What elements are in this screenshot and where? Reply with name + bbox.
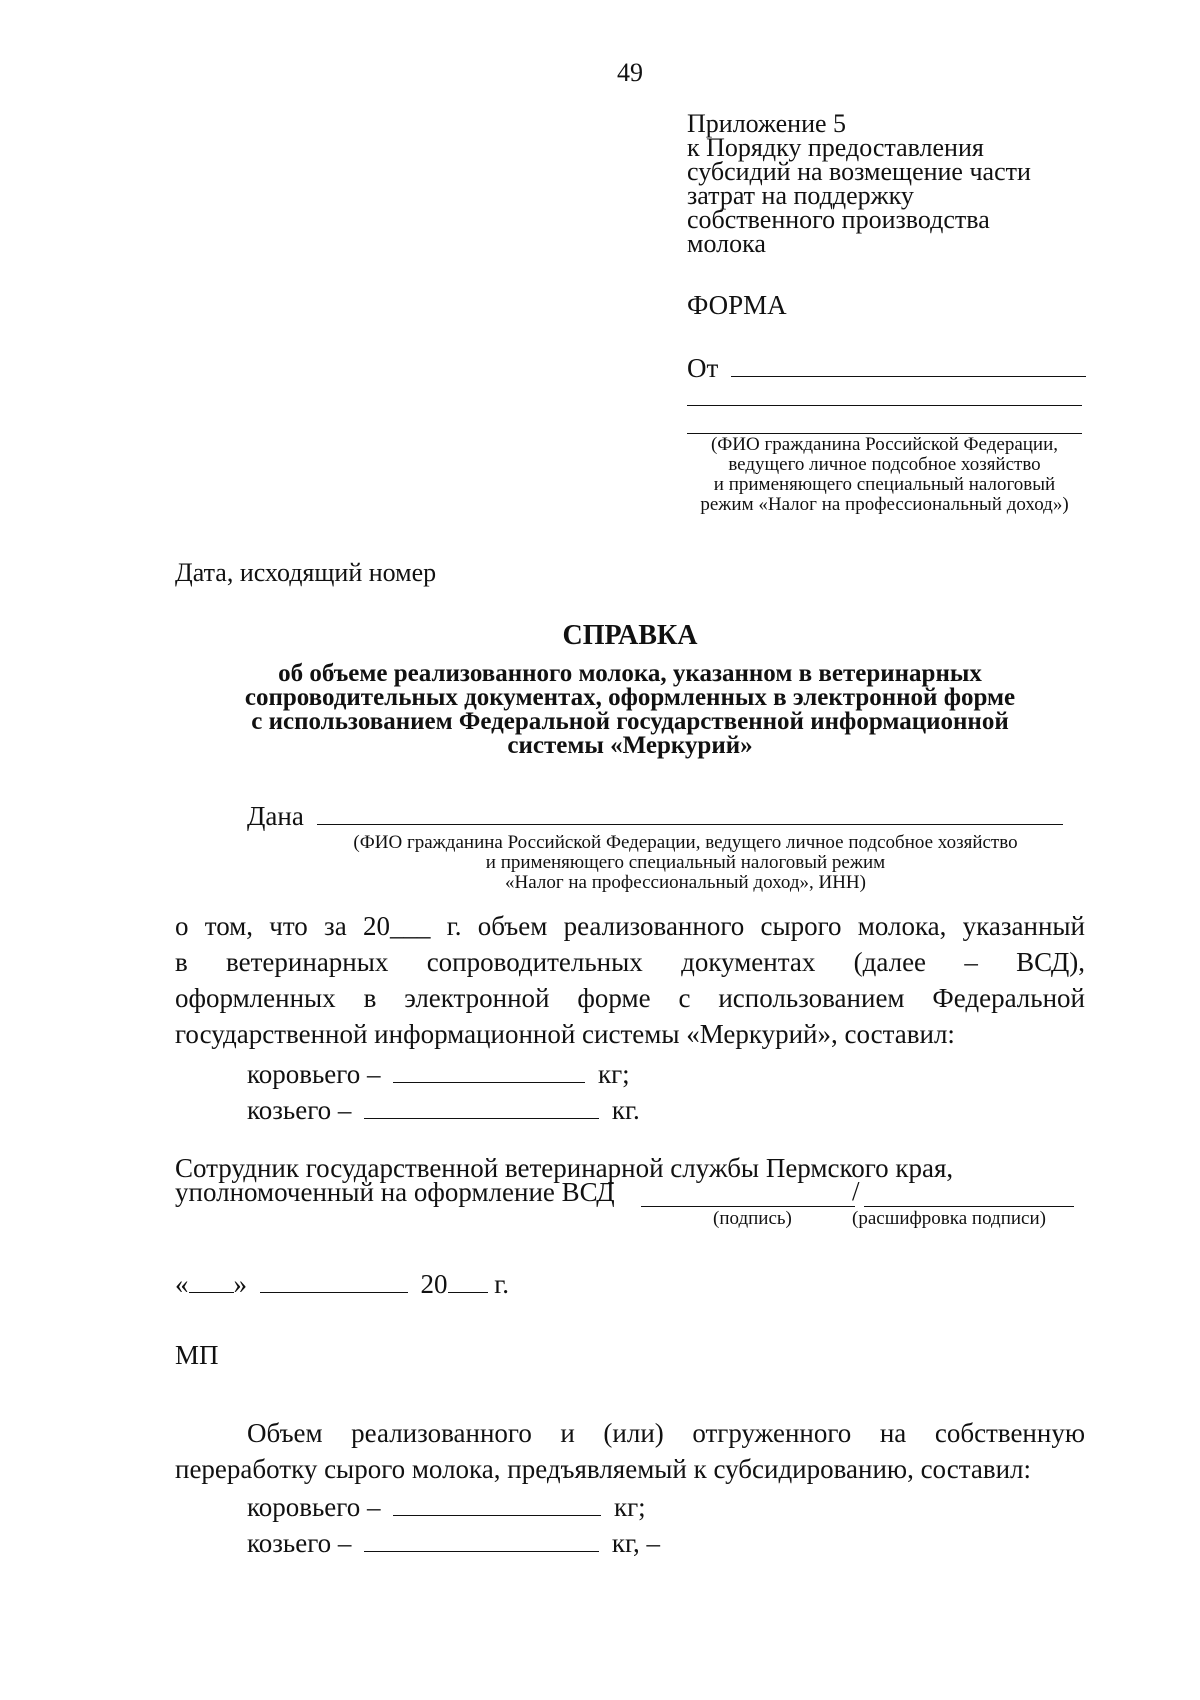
document-subtitle <box>175 662 1085 758</box>
appendix-line: затрат на поддержку <box>687 181 914 210</box>
from-blank-line[interactable] <box>731 352 1086 377</box>
cow-milk-subsidy-blank[interactable] <box>393 1491 601 1516</box>
appendix-header <box>687 109 1031 258</box>
goat-milk-label: козьего – <box>247 1095 352 1125</box>
caption-line: «Налог на профессиональный доход», ИНН) <box>505 872 866 893</box>
date-outgoing-number-label: Дата, исходящий номер <box>175 558 437 587</box>
cow-milk-label: коровьего – <box>247 1492 381 1522</box>
appendix-line: к Порядку предоставления <box>687 133 984 162</box>
signature-caption: (подпись) <box>713 1208 792 1229</box>
cow-milk-volume-row <box>247 1058 630 1090</box>
seal-place-label: МП <box>175 1340 219 1370</box>
goat-milk-blank[interactable] <box>364 1094 599 1119</box>
paragraph-line: в ветеринарных сопроводительных документах (далее – ВСД), <box>175 947 1085 977</box>
paragraph-line: о том, что за 20___ г. объем реализованного сырого молока, указанный <box>175 911 1085 941</box>
caption-line: (ФИО гражданина Российской Федерации, ведущего личное подсобное хозяйство <box>353 832 1018 853</box>
paragraph-line: переработку сырого молока, предъявляемый к субсидированию, составил: <box>175 1454 1031 1484</box>
paragraph-line: Объем реализованного и (или) отгруженного на собственную <box>247 1418 1085 1448</box>
page-number: 49 <box>617 58 643 87</box>
subsidy-volume-paragraph <box>175 1415 1085 1487</box>
caption-line: и применяющего специальный налоговый режим <box>485 852 886 873</box>
year-blank[interactable] <box>448 1268 488 1293</box>
unit-kg: кг; <box>613 1492 646 1522</box>
cow-milk-blank[interactable] <box>393 1058 585 1083</box>
caption-line: и применяющего специальный налоговый <box>713 474 1056 495</box>
subtitle-line: сопроводительных документах, оформленных в электронной форме <box>244 684 1016 711</box>
given-label: Дана <box>247 801 304 831</box>
given-to-caption <box>313 833 1058 893</box>
signature-blank[interactable] <box>641 1206 855 1207</box>
appendix-line: молока <box>687 229 766 258</box>
form-label: ФОРМА <box>687 290 787 320</box>
caption-line: ведущего личное подсобное хозяйство <box>728 454 1041 475</box>
signature-line-2-row <box>175 1177 953 1207</box>
paragraph-line: государственной информационной системы «Меркурий», составил: <box>175 1019 955 1049</box>
from-field-caption <box>687 435 1082 515</box>
appendix-line: собственного производства <box>687 205 990 234</box>
unit-kg: кг. <box>611 1095 640 1125</box>
from-label: От <box>687 353 719 383</box>
close-quote: » <box>233 1269 247 1299</box>
document-title: СПРАВКА <box>562 620 698 651</box>
year-prefix: 20 <box>420 1269 448 1299</box>
paragraph-line: оформленных в электронной форме с использованием Федеральной <box>175 983 1085 1013</box>
signature-decoding-caption: (расшифровка подписи) <box>852 1208 1046 1229</box>
cow-milk-subsidy-row <box>247 1491 646 1523</box>
given-to-field <box>247 800 1063 832</box>
caption-line: режим «Налог на профессиональный доход») <box>700 494 1069 515</box>
day-blank[interactable] <box>189 1268 234 1293</box>
from-field <box>687 352 1086 384</box>
subtitle-line: системы «Меркурий» <box>507 732 753 759</box>
year-suffix: г. <box>494 1269 510 1299</box>
subtitle-line: с использованием Федеральной государственной информационной <box>251 708 1009 735</box>
given-to-blank-line[interactable] <box>317 800 1063 825</box>
month-blank[interactable] <box>260 1268 408 1293</box>
goat-milk-subsidy-blank[interactable] <box>364 1527 599 1552</box>
signature-line-1: Сотрудник государственной ветеринарной службы Пермского края, <box>175 1153 954 1183</box>
unit-kg: кг; <box>597 1059 630 1089</box>
appendix-line: Приложение 5 <box>687 109 847 138</box>
signature-slash: / <box>852 1176 860 1206</box>
signature-decoding-blank[interactable] <box>864 1206 1074 1207</box>
vet-officer-signature-block <box>175 1153 954 1207</box>
cow-milk-label: коровьего – <box>247 1059 381 1089</box>
appendix-line: субсидий на возмещение части <box>687 157 1031 186</box>
signature-line-2: уполномоченный на оформление ВСД <box>175 1177 615 1207</box>
unit-kg: кг, – <box>611 1528 661 1558</box>
goat-milk-subsidy-row <box>247 1527 660 1559</box>
signature-date-line <box>175 1268 509 1300</box>
open-quote: « <box>175 1269 189 1299</box>
goat-milk-label: козьего – <box>247 1528 352 1558</box>
from-blank-line-2[interactable] <box>687 405 1082 406</box>
caption-line: (ФИО гражданина Российской Федерации, <box>710 434 1059 455</box>
goat-milk-volume-row <box>247 1094 640 1126</box>
subtitle-line: об объеме реализованного молока, указанном в ветеринарных <box>278 660 982 687</box>
certificate-paragraph <box>175 908 1085 1052</box>
